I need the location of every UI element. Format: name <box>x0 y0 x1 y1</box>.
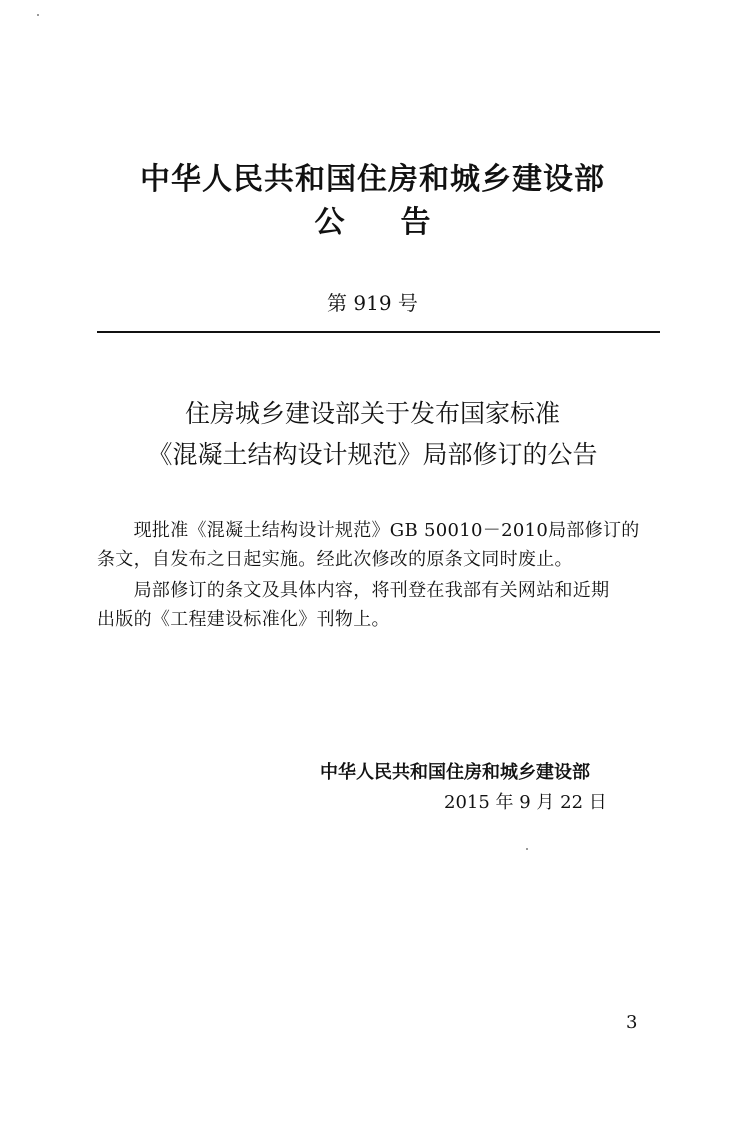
body-line-2: 条文，自发布之日起实施。经此次修改的原条文同时废止。 <box>97 549 573 570</box>
announcement-title-line-2: 《混凝土结构设计规范》局部修订的公告 <box>147 440 598 469</box>
notice-heading: 公告 <box>314 205 487 240</box>
scan-speck <box>37 14 39 16</box>
scan-speck <box>526 848 528 850</box>
announcement-title-line-1: 住房城乡建设部关于发布国家标准 <box>184 399 560 428</box>
signature-issuer: 中华人民共和国住房和城乡建设部 <box>320 762 590 783</box>
notice-number: 第 919 号 <box>327 291 418 315</box>
body-line-1: 现批准《混凝土结构设计规范》GB 50010－2010局部修订的 <box>97 520 640 541</box>
body-line-3: 局部修订的条文及具体内容，将刊登在我部有关网站和近期 <box>97 580 610 601</box>
body-line-4: 出版的《工程建设标准化》刊物上。 <box>97 609 390 630</box>
issuer-heading: 中华人民共和国住房和城乡建设部 <box>140 162 605 197</box>
page-number: 3 <box>626 1012 638 1033</box>
header-divider <box>97 331 660 333</box>
signature-date: 2015 年 9 月 22 日 <box>444 792 607 813</box>
